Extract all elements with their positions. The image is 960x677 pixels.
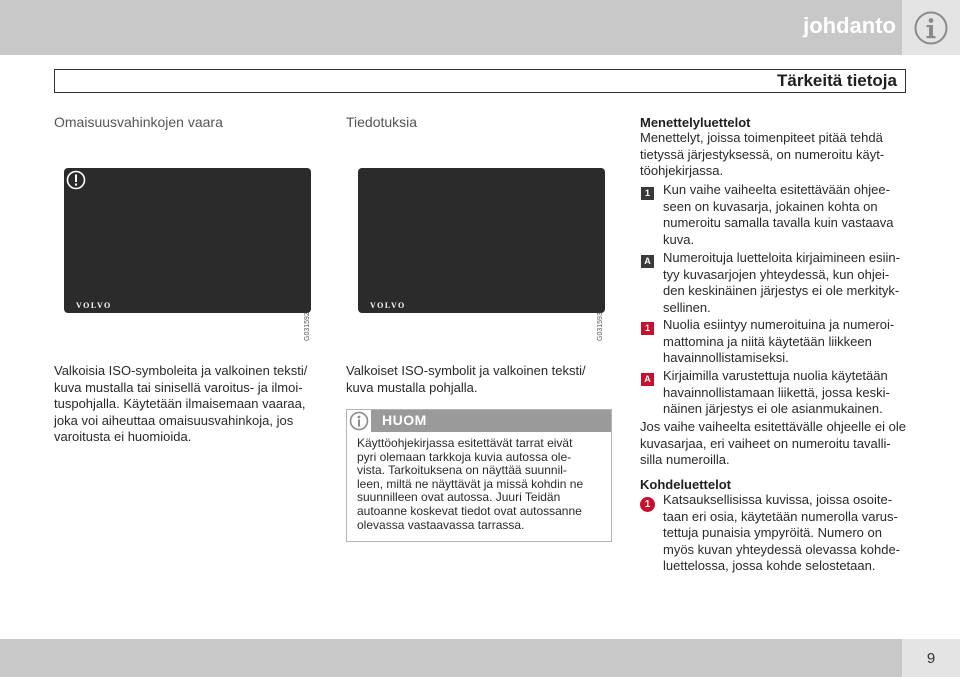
step-number-marker: 1 (641, 187, 654, 200)
section-title: Tärkeitä tietoja (777, 71, 897, 90)
numbered-arrow-marker: 1 (641, 322, 654, 335)
list-item: Nuolia esiintyy numeroituina ja numeroi- mattomina ja niitä käytetään liikkeen havainnollistamiseksi. (663, 317, 895, 365)
target-description: Katsauksellisissa kuvissa, joissa osoite- taan eri osia, käytetään numerolla varus- tettuja punaisia ympyröitä. Numero on myös kuvan yhteydessä olevassa kohde- luettelossa, jossa kohde selostetaan. (663, 492, 901, 573)
volvo-logo: VOLVO (76, 301, 112, 310)
note-text: Käyttöohjekirjassa esitettävät tarrat eivät pyri olemaan tarkkoja kuvia autossa ole- vista. Tarkoituksena on näyttää suunnil- leen, miltä ne näyttävät ja missä kohdin ne suunnilleen ovat autossa. Juuri Teidän autoanne koskevat tiedot ovat autossanne olevassa vastaavassa tarrassa. (357, 436, 584, 532)
procedure-lists-heading: Menettelyluettelot (640, 115, 751, 130)
col2-paragraph: Valkoiset ISO-symbolit ja valkoinen teksti/ kuva mustalla pohjalla. (346, 363, 586, 395)
note-title-bar (371, 410, 611, 432)
list-item: Kun vaihe vaiheelta esitettävään ohjee- seen on kuvasarja, jokainen kohta on numeroitu samalla tavalla kuin vastaava kuva. (663, 182, 894, 247)
page-number-box (902, 639, 960, 677)
page-footer (0, 639, 960, 677)
target-lists-heading: Kohdeluettelot (640, 477, 731, 492)
lettered-arrow-marker: A (641, 373, 654, 386)
col2-heading: Tiedotuksia (346, 114, 418, 130)
col1-heading: Omaisuusvahinkojen vaara (54, 114, 223, 130)
chapter-icon-box (902, 0, 960, 55)
property-damage-label-image (64, 168, 311, 313)
page-number: 9 (926, 650, 936, 667)
chapter-title: johdanto (803, 13, 896, 38)
image-code: G031592 (304, 312, 311, 341)
info-icon (913, 10, 949, 46)
info-icon (349, 411, 369, 431)
volvo-logo: VOLVO (370, 301, 406, 310)
note-title: HUOM (382, 412, 427, 428)
procedure-intro: Menettelyt, joissa toimenpiteet pitää tehdä tietyssä järjestyksessä, on numeroitu käyt- töohjekirjassa. (640, 130, 885, 178)
section-title-bar (54, 69, 906, 93)
information-label-image (358, 168, 605, 313)
image-code: G031593 (597, 312, 604, 341)
procedure-outro: Jos vaihe vaiheelta esitettävälle ohjeelle ei ole kuvasarjaa, eri vaiheet on numeroitu tavalli- silla numeroilla. (640, 419, 906, 467)
step-letter-marker: A (641, 255, 654, 268)
col1-paragraph: Valkoisia ISO-symboleita ja valkoinen teksti/ kuva mustalla tai sinisellä varoitus- ja ilmoi- tuspohjalla. Käytetään ilmaisemaan vaaraa, joka voi aiheuttaa omaisuusvahinkoja, jos varoitusta ei huomioida. (54, 363, 308, 444)
note-box (346, 409, 612, 542)
page-header (0, 0, 960, 55)
list-item: Kirjaimilla varustettuja nuolia käytetään havainnollistamaan liikettä, jossa keski- näinen järjestys ei ole asianmukainen. (663, 368, 890, 416)
list-item: Numeroituja luetteloita kirjaimineen esiin- tyy kuvasarjojen yhteydessä, kun ohjei- den keskinäinen järjestys ei ole merkityk- sellinen. (663, 250, 900, 315)
warning-exclamation-icon (66, 170, 86, 190)
target-number-marker: 1 (640, 497, 655, 512)
